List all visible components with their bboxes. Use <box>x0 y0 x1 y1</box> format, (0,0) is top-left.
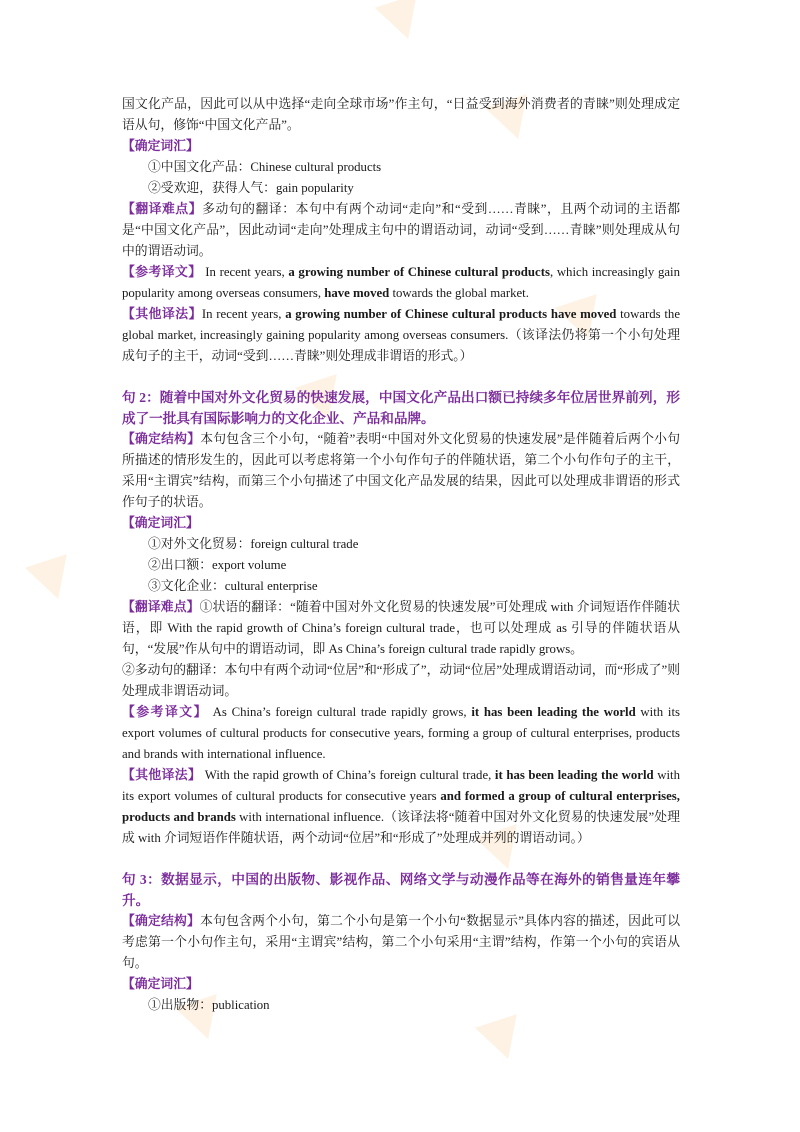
s3-struct-tag: 【确定结构】 <box>122 914 201 928</box>
s1-ref-text: In recent years, <box>201 265 289 279</box>
s2-struct-text: 本句包含三个小句，“随着”表明“中国对外文化贸易的快速发展”是伴随着后两个小句所描述的情形发生的，因此可以考虑将第一个小句作句子的伴随状语，第二个小句作句子的主干，采用“主谓宾”结构，而第三个小句描述了中国文化产品发展的结果，因此可以处理成非谓语的形式作句子的状语。 <box>122 432 680 509</box>
watermark <box>480 1020 524 1060</box>
s2-difficulty <box>122 597 680 660</box>
s1-ref-bold: have moved <box>324 286 390 300</box>
s2-ref-bold: it has been leading the world <box>471 705 636 719</box>
s2-alt-bold: and formed a group of cultural enterprises, products and brands <box>122 789 680 824</box>
s2-alt-text: with international influence.（该译法将“随着中国对外文化贸易的快速发展”处理成 with 介词短语作伴随状语，两个动词“位居”和“形成了”处理成并列的谓语动词。） <box>122 810 681 845</box>
s2-vocab-heading <box>122 513 680 534</box>
s1-diff-text: 多动句的翻译：本句中有两个动词“走向”和“受到……青睐”，且两个动词的主语都是“中国文化产品”，因此动词“走向”处理成主句中的谓语动词，动词“受到……青睐”则处理成从句中的谓语动词。 <box>122 202 680 258</box>
watermark-logo-icon <box>25 554 79 606</box>
watermark-logo-icon <box>375 0 429 46</box>
s2-vocab-item: ③文化企业：cultural enterprise <box>148 579 318 593</box>
s2-ref-tag: 【参考译文】 <box>122 705 208 719</box>
s2-vocab-item: ②出口额：export volume <box>148 558 287 572</box>
s2-vocab-item: ①对外文化贸易：foreign cultural trade <box>148 537 359 551</box>
s1-alt-tag: 【其他译法】 <box>122 307 202 321</box>
s1-alt-text: towards the global market, increasingly gaining popularity among overseas consumers.（该译法仍将第一个小句处理成句子的主干，动词“受到……青睐”则处理成非谓语的形式。） <box>122 307 680 363</box>
s2-diff-tag: 【翻译难点】 <box>122 600 200 614</box>
s2-difficulty-2: ②多动句的翻译：本句中有两个动词“位居”和“形成了”，动词“位居”处理成谓语动词，而“形成了”则处理成非谓语动词。 <box>122 663 680 698</box>
s2-reference <box>122 702 680 765</box>
s1-ref-tag: 【参考译文】 <box>122 265 202 279</box>
s3-vocab-heading <box>122 974 680 995</box>
s3-structure <box>122 911 680 974</box>
s3-struct-text: 本句包含两个小句，第二个小句是第一个小句“数据显示”具体内容的描述，因此可以考虑第一个小句作主句，采用“主谓宾”结构，第二个小句采用“主谓”结构，作第一个小句的宾语从句。 <box>122 914 680 970</box>
s2-alt-bold: it has been leading the world <box>494 768 654 782</box>
s2-ref-text: As China’s foreign cultural trade rapidly grows, <box>207 705 472 719</box>
s1-vocab-tag: 【确定词汇】 <box>122 139 199 153</box>
s1-ref-text: towards the global market. <box>389 286 529 300</box>
s2-ref-text: with its export volumes of cultural products for consecutive years, forming a group of cultural enterprises, products and brands with international influence. <box>122 705 680 761</box>
s1-diff-tag: 【翻译难点】 <box>122 202 203 216</box>
s1-vocab-heading <box>122 136 680 157</box>
document-body <box>122 94 680 1016</box>
s1-reference <box>122 262 680 304</box>
s1-alt-bold: a growing number of Chinese cultural products have moved <box>285 307 617 321</box>
s2-structure <box>122 429 680 513</box>
s3-vocab-tag: 【确定词汇】 <box>122 977 199 991</box>
s3-vocab-item: ①出版物：publication <box>148 998 270 1012</box>
s2-title: 句 2：随着中国对外文化贸易的快速发展，中国文化产品出口额已持续多年位居世界前列，形成了一批具有国际影响力的文化企业、产品和品牌。 <box>122 390 680 426</box>
s2-alt-text: with its export volumes of cultural products for consecutive years <box>122 768 681 803</box>
s1-vocab-item: ②受欢迎，获得人气：gain popularity <box>148 181 354 195</box>
s1-alternative <box>122 304 680 367</box>
s2-alt-tag: 【其他译法】 <box>122 768 202 782</box>
s3-title: 句 3：数据显示，中国的出版物、影视作品、网络文学与动漫作品等在海外的销售量连年攀升。 <box>122 872 680 908</box>
s1-ref-text: , which increasingly gain popularity among overseas consumers, <box>122 265 680 300</box>
s2-alternative <box>122 765 680 849</box>
s2-alt-text: With the rapid growth of China’s foreign cultural trade, <box>201 768 495 782</box>
watermark-logo-icon <box>475 1014 529 1066</box>
s1-alt-text: In recent years, <box>201 307 286 321</box>
s2-struct-tag: 【确定结构】 <box>122 432 201 446</box>
watermark <box>380 0 424 40</box>
s2-vocab-tag: 【确定词汇】 <box>122 516 199 530</box>
watermark <box>30 560 74 600</box>
s1-difficulty <box>122 199 680 262</box>
s1-vocab-item: ①中国文化产品：Chinese cultural products <box>148 160 382 174</box>
s1-ref-bold: a growing number of Chinese cultural products <box>288 265 550 279</box>
s1-intro: 国文化产品，因此可以从中选择“走向全球市场”作主句，“日益受到海外消费者的青睐”则处理成定语从句，修饰“中国文化产品”。 <box>122 97 680 132</box>
s2-diff-text: ①状语的翻译：“随着中国对外文化贸易的快速发展”可处理成 with 介词短语作伴随状语，即 With the rapid growth of China’s foreign cultural trade，也可以处理成 as 引导的伴随状语从句，“发展”作从句中的谓语动词，即 As China’s foreign cultural trade rapidly grows。 <box>122 600 681 656</box>
